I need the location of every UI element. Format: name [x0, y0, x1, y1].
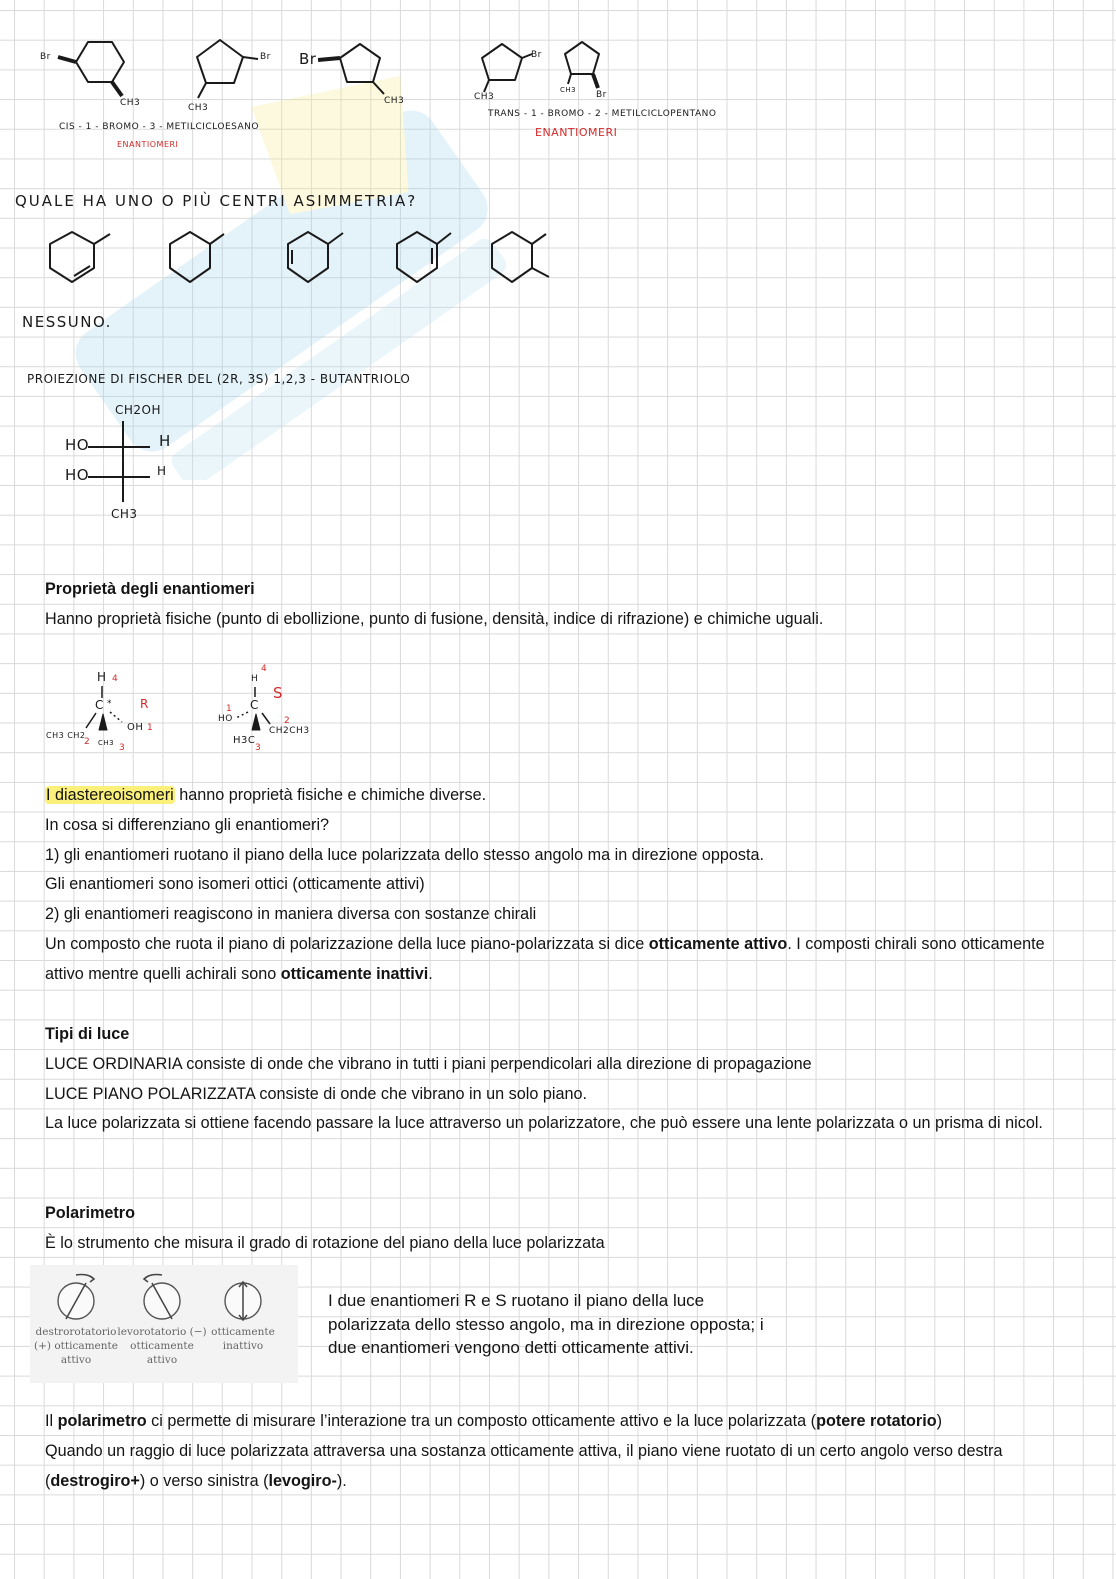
cyclopentane-molecule-5: [565, 42, 599, 88]
section-light-types: Tipi di luce LUCE ORDINARIA consiste di onde che vibrano in tutti i piani perpendicolari alla direzione di propagazione LUCE PIANO POLARIZZATA consiste di onde che vibrano in un solo piano. La luce polarizzata si ottiene facendo passare la luce attraverso un polarizzatore, che può essere una lente polarizzata o un prisma di nicol.: [45, 1025, 1043, 1133]
r-mol-star: *: [107, 699, 112, 709]
r-mol-c: C: [95, 698, 104, 712]
trans-name-label: TRANS - 1 - BROMO - 2 - METILCICLOPENTANO: [488, 109, 717, 119]
asymmetry-question: QUALE HA UNO O PIÙ CENTRI ASIMMETRIA?: [15, 192, 418, 210]
cis-enantiomeri-note: ENANTIOMERI: [117, 140, 179, 149]
dextrorotatory-icon: [58, 1275, 94, 1320]
sketch-drawing: [0, 0, 1116, 560]
mol1-br-label: Br: [40, 52, 51, 62]
mol2-br-label: Br: [260, 52, 271, 62]
fischer-bottom-group: CH3: [111, 507, 138, 521]
s-mol-ethyl: CH2CH3: [269, 726, 310, 736]
levorotatory-icon: [144, 1275, 180, 1320]
caption-levorotatory: levorotatorio (−) otticamente attivo: [117, 1326, 207, 1366]
highlighted-term: I diastereoisomeri: [46, 786, 174, 804]
s-mol-priority-4: 4: [261, 664, 268, 674]
section-polarimeter: Polarimetro È lo strumento che misura il grado di rotazione del piano della luce polarizzata: [45, 1204, 605, 1252]
caption-inactive: otticamente inattivo: [211, 1326, 275, 1352]
mol4-br-label: Br: [531, 50, 542, 60]
cyclopentane-molecule-4: [482, 44, 532, 92]
mol5-br-label: Br: [596, 90, 607, 100]
diastereoisomer-block: I diastereoisomeri hanno proprietà fisiche e chimiche diverse. In cosa si differenziano gli enantiomeri? 1) gli enantiomeri ruotano il piano della luce polarizzata dello stesso angolo ma in direzione opposta. Gli enantiomeri sono isomeri ottici (otticamente attivi) 2) gli enantiomeri reagiscono in maniera diversa con sostanze chirali Un composto che ruota il piano di polarizzazione della luce piano-polarizzata si dice otticamente attivo. I composti chirali sono otticamente attivo mentre quelli achirali sono otticamente inattivi.: [45, 786, 1045, 983]
r-mol-methyl: CH3: [98, 739, 115, 747]
cis-name-label: CIS - 1 - BROMO - 3 - METILCICLOESANO: [59, 122, 259, 132]
mol2-ch3-label: CH3: [188, 103, 209, 113]
section-enantiomer-properties: [45, 575, 1064, 635]
section-heading: Proprietà degli enantiomeri: [45, 580, 255, 598]
ring-methylcyclohexene-3: [288, 232, 343, 282]
cyclopentane-molecule-2: [197, 40, 258, 98]
polarimeter-figure: [30, 1265, 298, 1383]
r-mol-oh: OH: [127, 722, 144, 733]
fischer-right-group-1: H: [159, 432, 171, 450]
fischer-title: PROIEZIONE DI FISCHER DEL (2R, 3S) 1,2,3 - BUTANTRIOLO: [27, 372, 411, 386]
enantiomer-rotation-note: I due enantiomeri R e S ruotano il piano della luce polarizzata dello stesso angolo, ma in direzione opposta; i due enantiomeri vengono detti otticamente attivi.: [328, 1291, 764, 1357]
section-text: Hanno proprietà fisiche (punto di ebollizione, punto di fusione, densità, indice di rifrazione) e chimiche uguali.: [45, 609, 824, 628]
s-mol-c: C: [250, 698, 259, 712]
fischer-left-group-2: HO: [65, 466, 90, 484]
fischer-projection-lines: [88, 421, 150, 502]
ring-dimethylcyclohexane-5: [492, 232, 549, 282]
mol5-ch3-label: CH3: [560, 86, 577, 94]
asymmetry-answer: NESSUNO.: [22, 313, 112, 331]
s-mol-priority-3: 3: [255, 743, 262, 753]
r-mol-h: H: [97, 670, 107, 684]
mol4-ch3-label: CH3: [474, 92, 495, 102]
fischer-left-group-1: HO: [65, 436, 90, 454]
ring-methylcyclohexane-2: [170, 232, 224, 282]
s-mol-h: H: [251, 674, 259, 684]
r-mol-priority-4: 4: [112, 674, 119, 684]
ring-methylcyclohexene-1: [50, 232, 110, 282]
cyclohexane-molecule-1: [58, 42, 124, 96]
trans-enantiomeri-note: ENANTIOMERI: [535, 126, 618, 139]
s-mol-priority-2: 2: [284, 716, 291, 726]
mol3-br-label: Br: [299, 50, 317, 68]
polarimeter-explanation: Il polarimetro ci permette di misurare l’interazione tra un composto otticamente attivo e la luce polarizzata (potere rotatorio) Quando un raggio di luce polarizzata attraversa una sostanza otticamente attiva, il piano viene ruotato di un certo angolo verso destra (destrogiro+) o verso sinistra (levogiro-).: [45, 1412, 1003, 1490]
r-configuration-molecule: [86, 686, 122, 730]
fischer-right-group-2: H: [157, 464, 167, 478]
ring-methylcyclohexene-4: [397, 232, 451, 282]
section-heading: Tipi di luce: [45, 1025, 130, 1043]
r-mol-priority-3: 3: [119, 743, 126, 753]
mol1-ch3-label: CH3: [120, 98, 141, 108]
r-label: R: [140, 697, 149, 711]
section-heading: Polarimetro: [45, 1204, 135, 1222]
r-mol-priority-1: 1: [147, 723, 154, 733]
caption-dextrorotatory: destrorotatorio (+) otticamente attivo: [34, 1326, 118, 1366]
s-mol-methyl: H3C: [233, 735, 256, 746]
inactive-icon: [225, 1282, 261, 1320]
s-mol-priority-1: 1: [226, 704, 233, 714]
mol3-ch3-label: CH3: [384, 96, 405, 106]
fischer-top-group: CH2OH: [115, 403, 162, 417]
r-mol-priority-2: 2: [84, 737, 91, 747]
r-mol-ethyl: CH3 CH2: [46, 731, 86, 740]
s-mol-ho: HO: [218, 714, 233, 724]
s-label: S: [273, 684, 284, 702]
cyclopentane-molecule-3: [318, 44, 384, 94]
